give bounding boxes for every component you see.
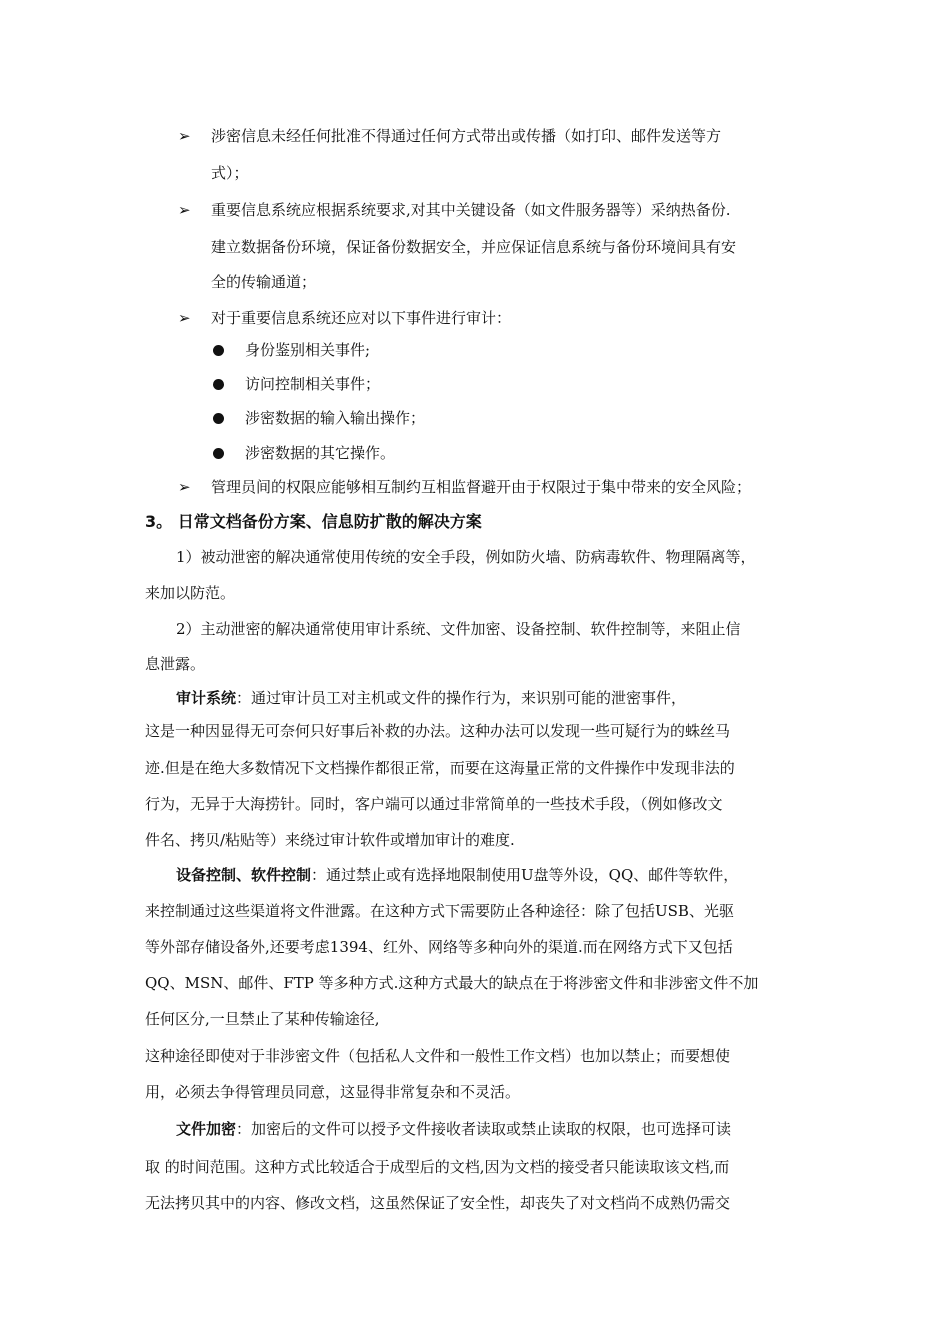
sub-bullet-item: 访问控制相关事件； [245,375,381,393]
sub-bullet-item: 身份鉴别相关事件; [245,341,371,359]
device-label: 设备控制、软件控制 [176,866,312,884]
bullet-line: 全的传输通道； [211,273,317,291]
arrow-bullet-icon: ➢ [178,309,191,327]
encrypt-paragraph-first [176,1119,731,1139]
bullet-line: 建立数据备份环境，保证备份数据安全，并应保证信息系统与备份环境间具有安 [211,238,737,256]
paragraph-line: 取 的时间范围。这种方式比较适合于成型后的文档,因为文档的接受者只能读取该文档,而 [145,1158,730,1176]
paragraph-line: 迹.但是在绝大多数情况下文档操作都很正常，而要在这海量正常的文件操作中发现非法的 [145,759,735,777]
dot-bullet-icon [213,379,224,390]
sub-bullet-item: 涉密数据的其它操作。 [245,444,396,462]
paragraph-line: 无法拷贝其中的内容、修改文档，这虽然保证了安全性，却丧失了对文档尚不成熟仍需交 [145,1194,731,1212]
audit-label: 审计系统 [176,689,237,707]
paragraph-line: 这种途径即使对于非涉密文件（包括私人文件和一般性工作文档）也加以禁止；而要想使 [145,1047,731,1065]
arrow-bullet-icon: ➢ [178,127,191,145]
dot-bullet-icon [213,345,224,356]
arrow-bullet-icon: ➢ [178,478,191,496]
paragraph-line: 1）被动泄密的解决通常使用传统的安全手段，例如防火墙、防病毒软件、物理隔离等， [176,548,756,566]
audit-first-text: ：通过审计员工对主机或文件的操作行为，来识别可能的泄密事件， [236,689,687,707]
paragraph-line: 息泄露。 [145,655,206,673]
encrypt-label: 文件加密 [176,1120,237,1138]
bullet-line: 管理员间的权限应能够相互制约互相监督避开由于权限过于集中带来的安全风险； [211,478,752,496]
bullet-line: 式）； [211,164,249,182]
section-heading: 3。 日常文档备份方案、信息防扩散的解决方案 [145,512,482,531]
paragraph-line: 行为，无异于大海捞针。同时，客户端可以通过非常简单的一些技术手段，（例如修改文 [145,795,723,813]
paragraph-line: 任何区分,一旦禁止了某种传输途径, [145,1010,380,1028]
paragraph-line: 等外部存储设备外,还要考虑1394、红外、网络等多种向外的渠道.而在网络方式下又包括 [145,938,733,956]
dot-bullet-icon [213,413,224,424]
device-paragraph-first [176,865,738,885]
paragraph-line: 这是一种因显得无可奈何只好事后补救的办法。这种办法可以发现一些可疑行为的蛛丝马 [145,722,731,740]
device-first-text: ：通过禁止或有选择地限制使用U盘等外设，QQ、邮件等软件， [311,866,739,884]
encrypt-first-text: ：加密后的文件可以授予文件接收者读取或禁止读取的权限，也可选择可读 [236,1120,732,1138]
paragraph-line: QQ、MSN、邮件、FTP 等多种方式.这种方式最大的缺点在于将涉密文件和非涉密文件不加 [145,974,759,992]
bullet-line: 重要信息系统应根据系统要求,对其中关键设备（如文件服务器等）采纳热备份. [211,201,731,219]
paragraph-line: 用，必须去争得管理员同意，这显得非常复杂和不灵活。 [145,1083,521,1101]
bullet-line: 涉密信息未经任何批准不得通过任何方式带出或传播（如打印、邮件发送等方 [211,127,722,145]
paragraph-line: 件名、拷贝/粘贴等）来绕过审计软件或增加审计的难度. [145,831,515,849]
paragraph-line: 2）主动泄密的解决通常使用审计系统、文件加密、设备控制、软件控制等，来阻止信 [176,620,741,638]
paragraph-line: 来控制通过这些渠道将文件泄露。在这种方式下需要防止各种途径：除了包括USB、光驱 [145,902,734,920]
dot-bullet-icon [213,448,224,459]
sub-bullet-item: 涉密数据的输入输出操作； [245,409,426,427]
audit-paragraph-first [176,688,686,708]
bullet-line: 对于重要信息系统还应对以下事件进行审计： [211,309,512,327]
paragraph-line: 来加以防范。 [145,584,236,602]
arrow-bullet-icon: ➢ [178,201,191,219]
